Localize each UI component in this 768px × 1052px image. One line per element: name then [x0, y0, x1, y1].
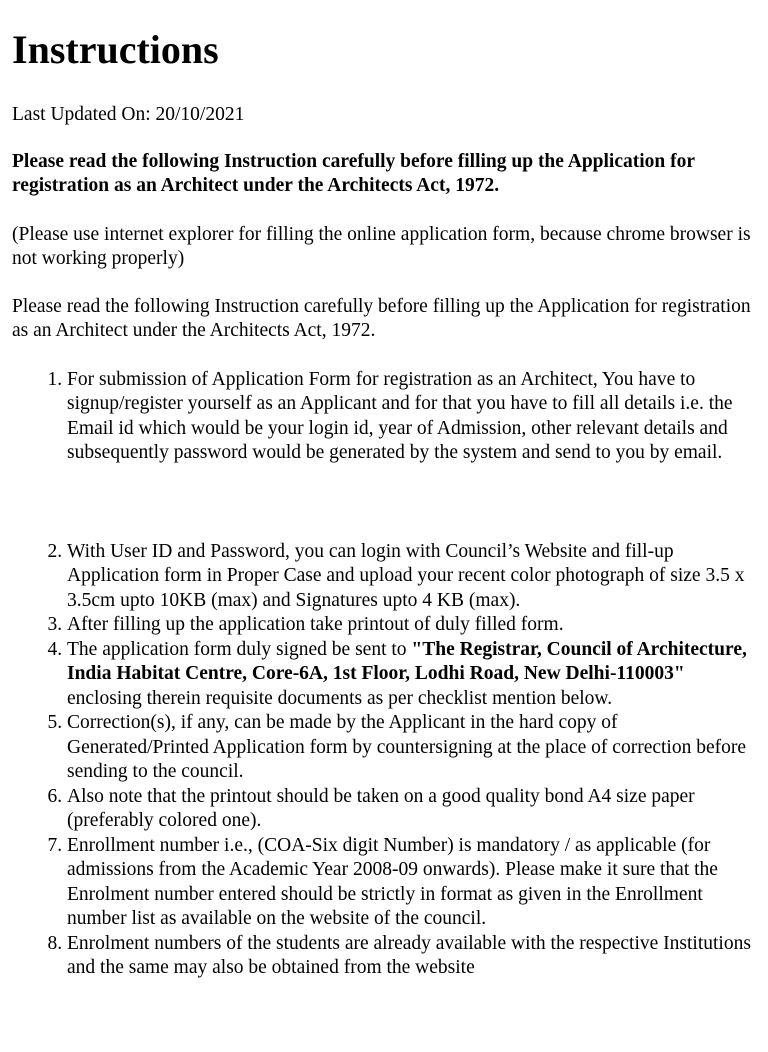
instruction-item-4-before: The application form duly signed be sent to — [67, 638, 412, 660]
instruction-item-6: 6. Also note that the printout should be taken on a good quality bond A4 size paper (preferably colored one). — [67, 785, 756, 834]
instruction-item-8: 8. Enrolment numbers of the students are already available with the respective Institutions and the same may also be obtained from the website — [67, 932, 756, 981]
last-updated-text: Last Updated On: 20/10/2021 — [12, 104, 245, 125]
instruction-item-4 — [67, 638, 756, 712]
instruction-item-3: 3. After filling up the application take printout of duly filled form. — [67, 613, 756, 638]
instructions-list — [12, 368, 756, 981]
intro-paragraph: Please read the following Instruction carefully before filling up the Application for registration as an Architect under the Architects Act, 1972. — [12, 295, 751, 341]
bold-intro-paragraph: Please read the following Instruction carefully before filling up the Application for registration as an Architect under the Architects Act, 1972. — [12, 150, 695, 196]
instructions-page — [0, 28, 768, 981]
council-address: "The Registrar, Council of Architecture, India Habitat Centre, Core-6A, 1st Floor, Lodhi Road, New Delhi-110003" — [67, 638, 747, 684]
browser-note-paragraph: (Please use internet explorer for filling the online application form, because chrome browser is not working properly) — [12, 223, 751, 269]
instruction-item-5: 5. Correction(s), if any, can be made by the Applicant in the hard copy of Generated/Printed Application form by countersigning at the place of correction before sending to the council. — [67, 711, 756, 785]
page-title: Instructions — [12, 27, 219, 72]
instruction-item-1: 1. For submission of Application Form for registration as an Architect, You have to signup/register yourself as an Applicant and for that you have to fill all details i.e. the Email id which would be your login id, year of Admission, other relevant details and subsequently password would be generated by the system and send to you by email. — [67, 368, 756, 466]
instruction-item-7: 7. Enrollment number i.e., (COA-Six digit Number) is mandatory / as applicable (for admissions from the Academic Year 2008-09 onwards). Please make it sure that the Enrolment number entered should be strictly in format as given in the Enrollment number list as available on the website of the council. — [67, 834, 756, 932]
instruction-item-4-after: enclosing therein requisite documents as per checklist mention below. — [67, 687, 613, 709]
instruction-item-2: 2. With User ID and Password, you can login with Council’s Website and fill-up Application form in Proper Case and upload your recent color photograph of size 3.5 x 3.5cm upto 10KB (max) and Signatures upto 4 KB (max). — [67, 540, 756, 614]
